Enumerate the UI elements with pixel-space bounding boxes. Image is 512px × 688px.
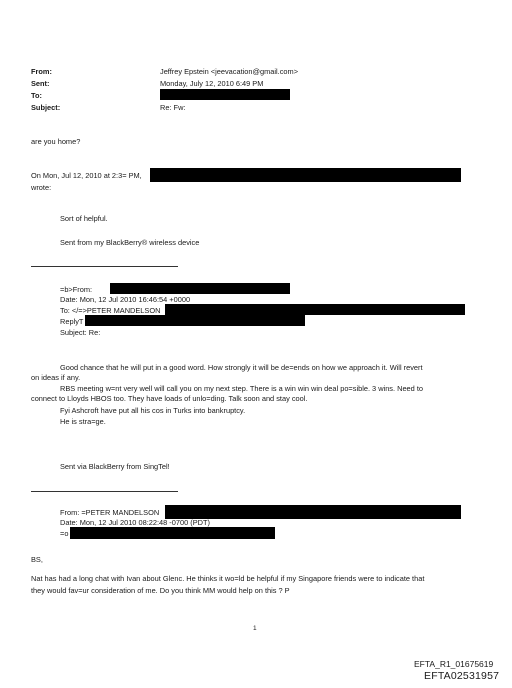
fwd1-from: =b>From:: [60, 285, 93, 294]
fwd2-from: From: =PETER MANDELSON: [60, 508, 160, 517]
para3: Fyi Ashcroft have put all his cos in Turks into bankruptcy.: [60, 406, 246, 415]
quote1-line1: On Mon, Jul 12, 2010 at 2:3= PM,: [31, 171, 142, 180]
para4: He is stra=ge.: [60, 417, 106, 426]
reply1-line1: Sort of helpful.: [60, 214, 108, 223]
fwd1-from-redaction: [110, 283, 290, 294]
sent-via: Sent via BlackBerry from SingTel!: [60, 462, 170, 471]
para2-line1: RBS meeting w=nt very well will call you on my next step. There is a win win win deal po=sible. 3 wins. Need to: [60, 384, 423, 393]
fwd1-subject: Subject: Re:: [60, 328, 101, 337]
para2-line2: connect to Lloyds HBOS too. They have loads of unlo=ding. Talk soon and stay cool.: [31, 394, 308, 403]
to-label: To:: [31, 91, 42, 100]
fwd2-from-redaction: [165, 505, 461, 519]
separator-1: [31, 266, 178, 267]
fwd2-eq-redaction: [70, 527, 275, 539]
page-number: 1: [253, 625, 257, 632]
fwd1-to-redaction: [165, 304, 465, 315]
bs-text: BS,: [31, 555, 43, 564]
para1-line2: on ideas if any.: [31, 373, 81, 382]
fwd1-date: Date: Mon, 12 Jul 2010 16:46:54 +0000: [60, 295, 191, 304]
fwd2-eq: =o: [60, 529, 69, 538]
fwd1-replyto-redaction: [85, 315, 305, 326]
final-line2: they would fav=ur consideration of me. Do you think MM would help on this ? P: [31, 586, 290, 595]
footer-id-2: EFTA02531957: [424, 670, 500, 682]
from-value: Jeffrey Epstein <jeevacation@gmail.com>: [160, 67, 299, 76]
quote1-line2: wrote:: [31, 183, 52, 192]
fwd1-to: To: </=>PETER MANDELSON: [60, 306, 161, 315]
sent-value: Monday, July 12, 2010 6:49 PM: [160, 79, 264, 88]
question-text: are you home?: [31, 137, 81, 146]
subject-value: Re: Fw:: [160, 103, 186, 112]
to-redaction: [160, 89, 290, 100]
quote1-redaction: [150, 168, 461, 182]
subject-label: Subject:: [31, 103, 61, 112]
separator-2: [31, 491, 178, 492]
para1-line1: Good chance that he will put in a good word. How strongly it will be de=ends on how we approach it. Will revert: [60, 363, 423, 372]
sent-label: Sent:: [31, 79, 50, 88]
fwd2-date: Date: Mon, 12 Jul 2010 08:22:48 -0700 (PDT): [60, 518, 210, 527]
fwd1-replyto: ReplyT: [60, 317, 84, 326]
footer-id-1: EFTA_R1_01675619: [414, 659, 494, 669]
from-label: From:: [31, 67, 52, 76]
reply1-line2: Sent from my BlackBerry® wireless device: [60, 238, 200, 247]
final-line1: Nat has had a long chat with Ivan about Glenc. He thinks it wo=ld be helpful if my Singapore friends were to indicate that: [31, 574, 425, 583]
